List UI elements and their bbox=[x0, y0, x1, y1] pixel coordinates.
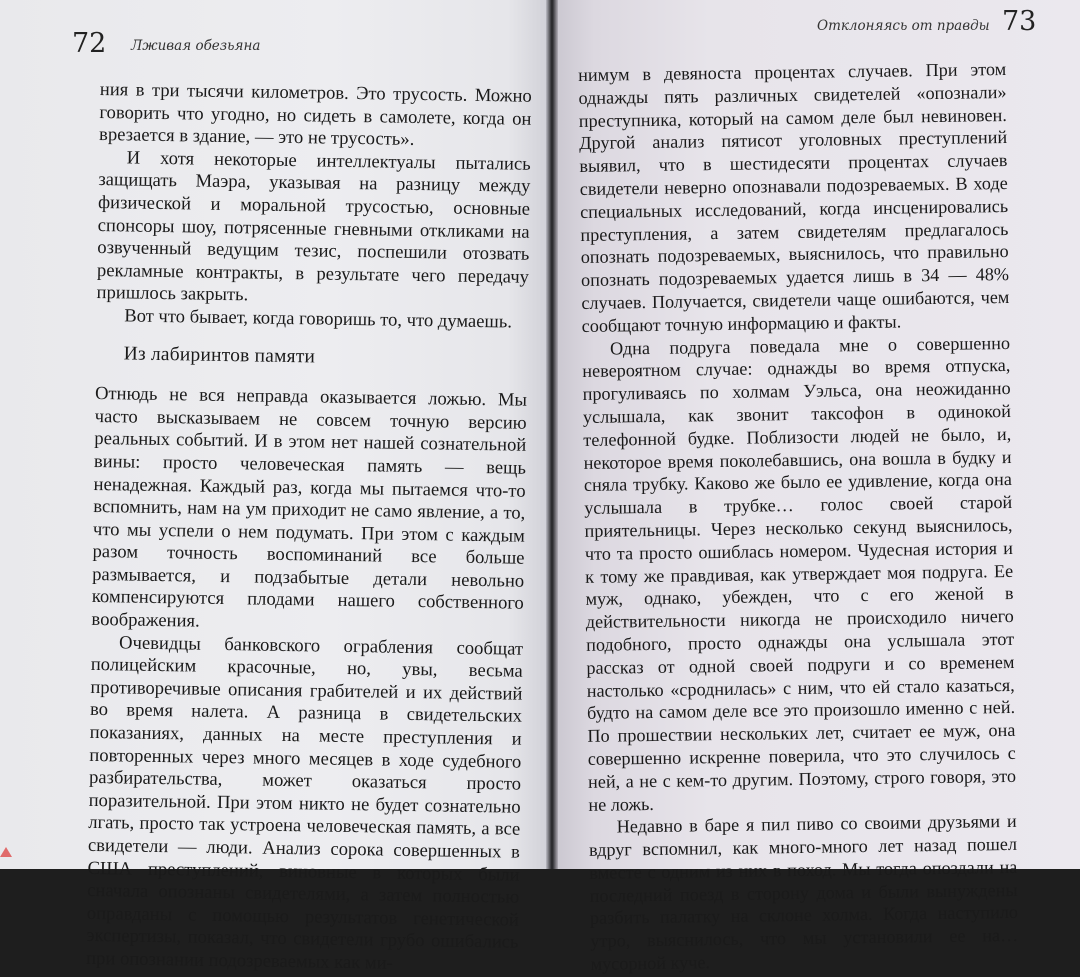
paragraph: Очевидцы банковского ограбления сообщат полицейским красочные, но, увы, весьма противоречивые описания грабителей и их действий во время налета. А разница в свидетельских показаниях, данных на месте преступления и повторенных через много месяцев в ходе судебного разбирательства, может оказаться просто поразительной. При этом никто не будет сознательно лгать, просто так устроена человеческая память, а все свидетели — люди. Анализ сорока совершенных в США преступлений, виновные в которых были сначала опознаны свидетелями, а затем полностью оправданы с помощью результатов генетической экспертизы, показал, что свидетели грубо ошибались при опознании подозреваемых как ми- bbox=[86, 632, 524, 974]
paragraph: нимум в девяноста процентах случаев. При этом однажды пять различных свидетелей «опознали» преступника, который на самом деле был невиновен. Другой анализ пятисот уголовных преступлений выявил, что в шестидесяти процентах случаев свидетели неверно опознавали подозреваемых. В ходе специальных исследований, когда инсценировались преступления, а затем свидетелям предлагалось опознать подозреваемых, выяснилось, что правильно опознать подозреваемых удается лишь в 34 — 48% случаев. Получается, свидетели чаще ошибаются, чем сообщают точную информацию и факты. bbox=[578, 58, 1010, 336]
paragraph: Вот что бывает, когда говоришь то, что думаешь. bbox=[124, 305, 513, 333]
paragraph: ния в три тысячи километров. Это трусость. Можно говорить что угодно, но сидеть в самолете, когда он врезается в здание, — это не трусость». bbox=[98, 79, 532, 151]
paragraph: Недавно в баре я пил пиво со своими друзьями и вдруг вспомнил, как много-много лет назад пошел вместе с одним из них в поход. Мы тогда опоздали на последний поезд в сторону дома и были вынуждены разбить палатку на склоне холма. Когда наступило утро, выяснилось, что мы установили ее на… мусорной куче. bbox=[588, 811, 1019, 974]
corner-mark bbox=[0, 847, 12, 857]
left-body-text bbox=[86, 79, 532, 977]
paragraph: Одна подруга поведала мне о совершенно невероятном случае: однажды во время отпуска, прогуливаясь по холмам Уэльса, она неожиданно услышала, как звонит таксофон в одинокой телефонной будке. Поблизости людей не было, и, некоторое время поколебавшись, она вошла в будку и сняла трубку. Каково же было ее удивление, когда она услышала в трубке… голос своей старой приятельницы. Через несколько секунд выяснилось, что та просто ошиблась номером. Чудесная история и к тому же правдивая, как утверждает моя подруга. Ее муж, однако, убежден, что с его женой в действительности никогда не происходило ничего подобного, просто однажды она услышала этот рассказ от одной своей подруги и со временем настолько «сроднилась» с ним, что ей стало казаться, будто на самом деле все это произошло именно с ней. По прошествии нескольких лет, считает ее муж, она совершенно искренне поверила, что это случилось с ней, а не с кем-то другим. Поэтому, строго говоря, это не ложь. bbox=[582, 332, 1017, 815]
book-gutter bbox=[546, 0, 558, 869]
paragraph: Отнюдь не вся неправда оказывается ложью. Мы часто высказываем не совсем точную версию реальных событий. И в этом нет нашей сознательной вины: просто человеческая память — вещь ненадежная. Каждый раз, когда мы пытаемся что-то вспомнить, нам на ум приходит не само явление, а то, что мы успели о нем подумать. При этом с каждым разом точность воспоминаний все больше размывается, и подзабытые детали невольно компенсируются плодами нашего собственного воображения. bbox=[91, 383, 528, 632]
right-page-number: 73 bbox=[1002, 6, 1037, 37]
paragraph: И хотя некоторые интеллектуалы пытались защищать Маэра, указывая на разницу между физической и моральной трусостью, основные спонсоры шоу, потрясенные гневными откликами на озвученный ведущим тезис, поспешили отозвать рекламные контракты, в результате чего передачу пришлось закрыть. bbox=[96, 147, 531, 306]
left-page-number: 72 bbox=[72, 28, 107, 59]
left-running-head: Лживая обезьяна bbox=[131, 38, 261, 54]
right-body-text bbox=[578, 58, 1019, 976]
section-heading: Из лабиринтов памяти bbox=[123, 342, 316, 367]
right-running-head: Отклоняясь от правды bbox=[817, 18, 990, 34]
